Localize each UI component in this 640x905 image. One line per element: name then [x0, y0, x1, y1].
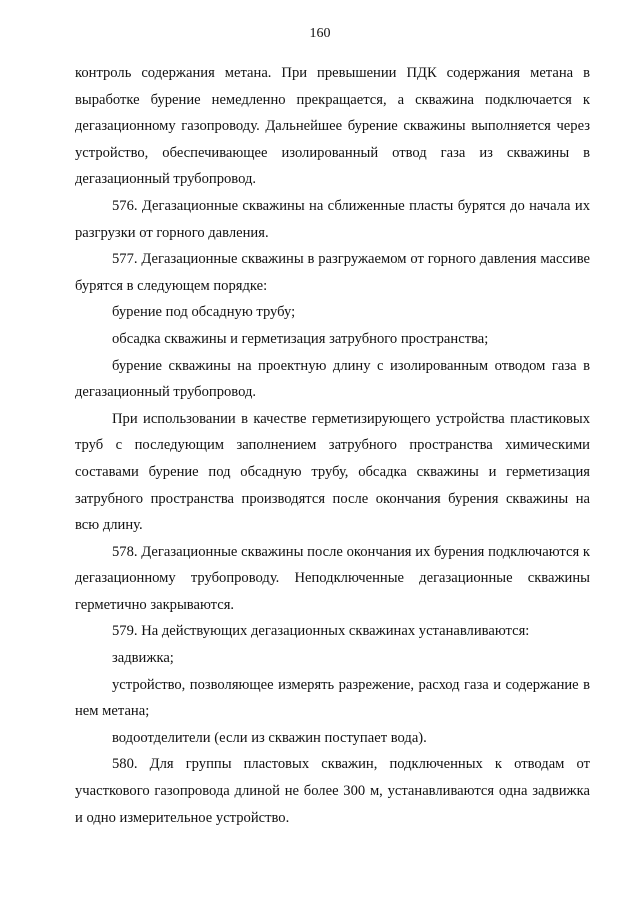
list-item-drilling-casing: бурение под обсадную трубу;	[112, 304, 296, 321]
paragraph-578: 578. Дегазационные скважины после окончания их бурения подключаются к дегазационному трубопроводу. Неподключенные дегазационные скважины герметично закрываются.	[75, 543, 590, 613]
list-item-drilling-design-length: бурение скважины на проектную длину с изолированным отводом газа в дегазационный трубопровод.	[75, 357, 590, 401]
paragraph-methane-control: контроль содержания метана. При превышении ПДК содержания метана в выработке бурение немедленно прекращается, а скважина подключается к дегазационному газопроводу. Дальнейшее бурение скважины выполняется через устройство, обеспечивающее изолированный отвод газа из скважины в дегазационный трубопровод.	[75, 65, 590, 188]
paragraph-plastic-pipes: При использовании в качестве герметизирующего устройства пластиковых труб с последующим заполнением затрубного пространства химическими составами бурение под обсадную трубу, обсадка скважины и герметизация затрубного пространства производятся после окончания бурения скважины на всю длину.	[75, 410, 590, 534]
paragraph-576: 576. Дегазационные скважины на сближенные пласты бурятся до начала их разгрузки от горного давления.	[75, 197, 590, 241]
document-body	[75, 60, 590, 831]
paragraph-577: 577. Дегазационные скважины в разгружаемом от горного давления массиве бурятся в следующем порядке:	[75, 251, 590, 294]
paragraph-579: 579. На действующих дегазационных скважинах устанавливаются:	[112, 623, 530, 640]
list-item-water-separators: водоотделители (если из скважин поступает вода).	[112, 729, 427, 746]
paragraph-580: 580. Для группы пластовых скважин, подключенных к отводам от участкового газопровода длиной не более 300 м, устанавливаются одна задвижка и одно измерительное устройство.	[75, 756, 590, 826]
page-number: 160	[309, 26, 331, 41]
list-item-measuring-device: устройство, позволяющее измерять разрежение, расход газа и содержание в нем метана;	[75, 676, 590, 720]
list-item-casing-sealing: обсадка скважины и герметизация затрубного пространства;	[112, 330, 489, 347]
list-item-valve: задвижка;	[112, 650, 174, 667]
